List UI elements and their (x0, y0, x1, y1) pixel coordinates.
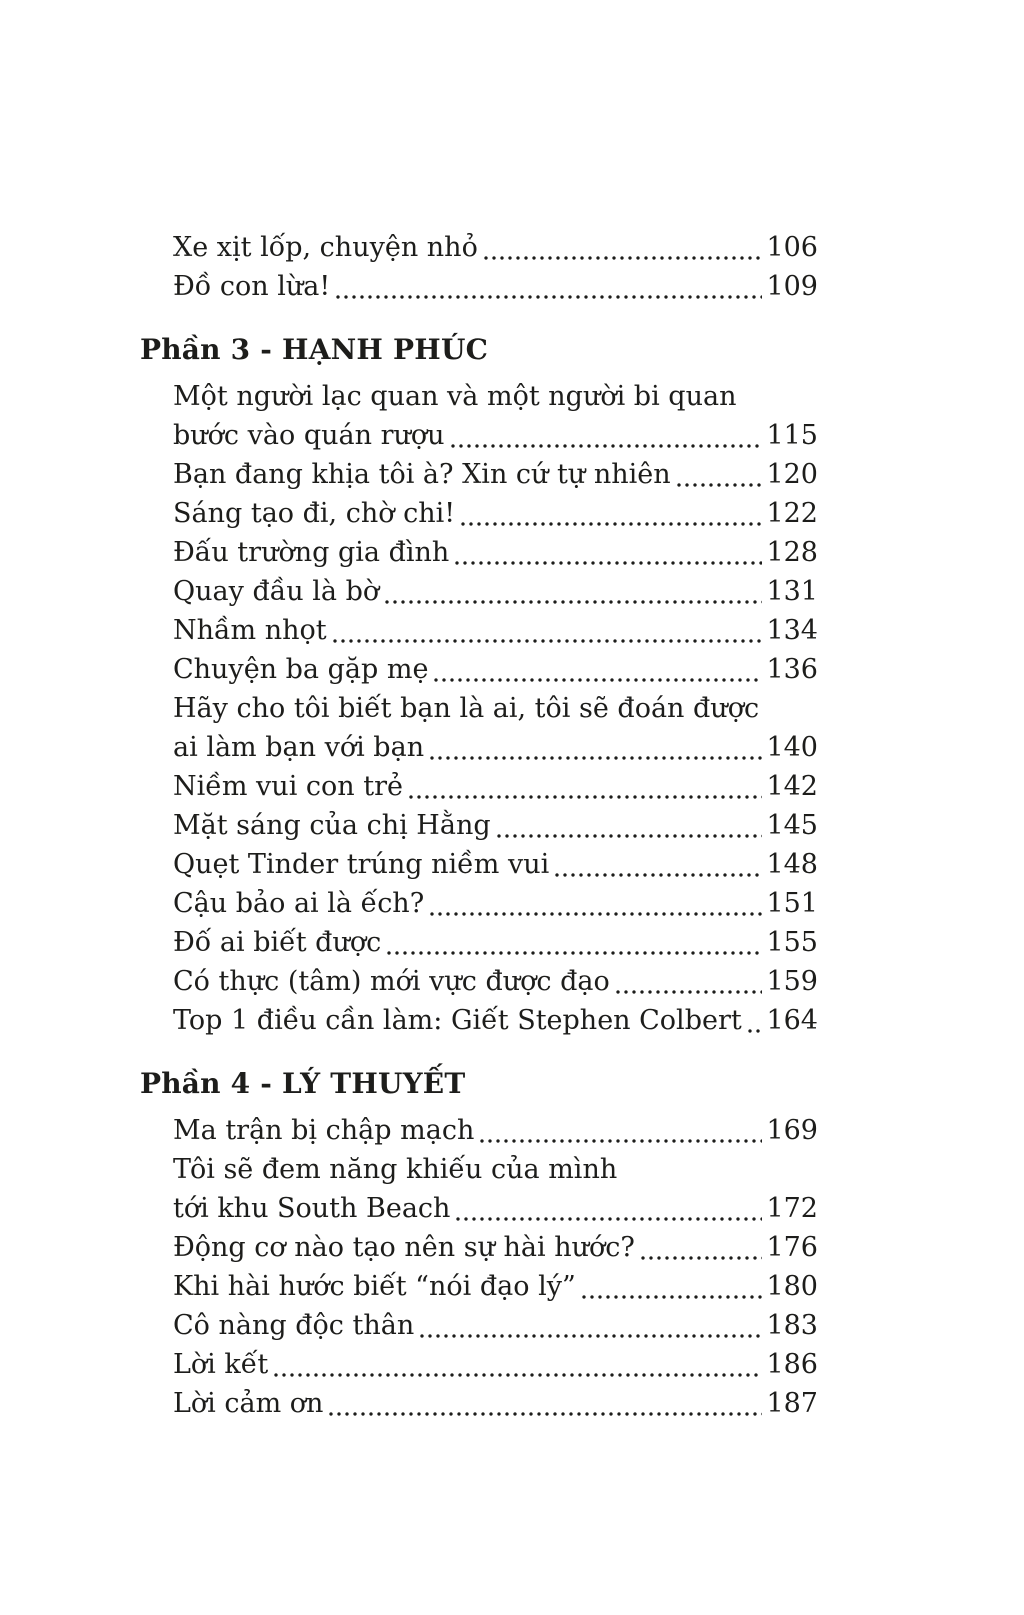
toc-page-number: 136 (766, 654, 818, 685)
dotted-leader (555, 873, 762, 877)
toc-entry-title: Động cơ nào tạo nên sự hài hước? (173, 1232, 635, 1263)
toc-page-number: 186 (766, 1349, 818, 1380)
toc-page-number: 128 (766, 537, 818, 568)
toc-entry-title: Cậu bảo ai là ếch? (173, 888, 425, 919)
toc-entry-title: Chuyện ba gặp mẹ (173, 654, 429, 685)
toc-entry (140, 572, 818, 611)
toc-entry (140, 923, 818, 962)
toc-page-number: 109 (766, 271, 818, 302)
toc-page-number: 155 (766, 927, 818, 958)
toc-entry-title: Xe xịt lốp, chuyện nhỏ (173, 232, 478, 263)
dotted-leader (387, 951, 762, 955)
toc-entry (140, 689, 818, 728)
toc-entry (140, 416, 818, 455)
dotted-leader (484, 256, 763, 260)
dotted-leader (409, 795, 762, 799)
toc-page-number: 176 (766, 1232, 818, 1263)
dotted-leader (333, 639, 763, 643)
toc-entry-title: Mặt sáng của chị Hằng (173, 810, 491, 841)
toc-entry-title: Top 1 điều cần làm: Giết Stephen Colbert (173, 1005, 742, 1036)
dotted-leader (420, 1334, 762, 1338)
toc-entry (140, 455, 818, 494)
toc-entry-title: Hãy cho tôi biết bạn là ai, tôi sẽ đoán được (173, 693, 760, 724)
toc-page-number: 172 (766, 1193, 818, 1224)
toc-entry-title: ai làm bạn với bạn (173, 732, 425, 763)
dotted-leader (456, 1217, 762, 1221)
toc-entry (140, 1150, 818, 1189)
toc-entry-title: Quay đầu là bờ (173, 576, 380, 607)
section-heading: Phần 3 - HẠNH PHÚC (140, 333, 489, 366)
toc-entry (140, 267, 818, 306)
toc-page-number: 134 (766, 615, 818, 646)
dotted-leader (455, 561, 762, 565)
toc-entry (140, 1384, 818, 1423)
dotted-leader (430, 756, 762, 760)
dotted-leader (430, 912, 762, 916)
toc-entry-title: Sáng tạo đi, chờ chi! (173, 498, 456, 529)
toc-entry (140, 611, 818, 650)
dotted-leader (451, 444, 763, 448)
toc-page-number: 169 (766, 1115, 818, 1146)
dotted-leader (385, 600, 762, 604)
toc-entry-title: Niềm vui con trẻ (173, 771, 404, 802)
dotted-leader (497, 834, 763, 838)
dotted-leader (461, 522, 762, 526)
toc-entry-title: Nhầm nhọt (173, 615, 327, 646)
toc-page-number: 180 (766, 1271, 818, 1302)
toc-entry (140, 650, 818, 689)
toc-entry (140, 1189, 818, 1228)
toc-entry (140, 962, 818, 1001)
toc-entry (140, 494, 818, 533)
toc-page-number: 120 (766, 459, 818, 490)
toc-entry-title: Đố ai biết được (173, 927, 382, 958)
toc-entry-title: Có thực (tâm) mới vực được đạo (173, 966, 610, 997)
toc-entry-title: Lời kết (173, 1349, 269, 1380)
dotted-leader (641, 1256, 763, 1260)
toc-entry (140, 767, 818, 806)
toc-entry (140, 845, 818, 884)
dotted-leader (336, 295, 762, 299)
dotted-leader (748, 1029, 763, 1033)
dotted-leader (582, 1295, 763, 1299)
toc-list (140, 228, 818, 1423)
toc-page-number: 187 (766, 1388, 818, 1419)
toc-entry (140, 728, 818, 767)
toc-entry-title: Tôi sẽ đem năng khiếu của mình (173, 1154, 618, 1185)
toc-entry (140, 1345, 818, 1384)
toc-entry-title: tới khu South Beach (173, 1193, 451, 1224)
toc-entry (140, 1111, 818, 1150)
dotted-leader (616, 990, 763, 994)
toc-entry-title: Quẹt Tinder trúng niềm vui (173, 849, 550, 880)
dotted-leader (329, 1412, 762, 1416)
toc-entry-title: Đấu trường gia đình (173, 537, 450, 568)
toc-entry-title: Lời cảm ơn (173, 1388, 324, 1419)
toc-entry-title: bước vào quán rượu (173, 420, 445, 451)
toc-entry (140, 377, 818, 416)
dotted-leader (434, 678, 762, 682)
toc-entry-title: Khi hài hước biết “nói đạo lý” (173, 1271, 576, 1302)
toc-page-number: 159 (766, 966, 818, 997)
dotted-leader (677, 483, 763, 487)
toc-entry-title: Ma trận bị chập mạch (173, 1115, 475, 1146)
toc-entry-title: Đồ con lừa! (173, 271, 331, 302)
toc-entry (140, 1001, 818, 1040)
toc-page-number: 151 (766, 888, 818, 919)
toc-page-number: 122 (766, 498, 818, 529)
toc-entry (140, 228, 818, 267)
toc-page-number: 183 (766, 1310, 818, 1341)
toc-page-number: 140 (766, 732, 818, 763)
dotted-leader (480, 1139, 762, 1143)
toc-entry (140, 884, 818, 923)
toc-entry (140, 1228, 818, 1267)
toc-page-number: 145 (766, 810, 818, 841)
toc-entry-title: Cô nàng độc thân (173, 1310, 415, 1341)
toc-entry (140, 806, 818, 845)
toc-entry (140, 533, 818, 572)
toc-entry-title: Một người lạc quan và một người bi quan (173, 381, 737, 412)
dotted-leader (274, 1373, 762, 1377)
toc-page-number: 106 (766, 232, 818, 263)
toc-entry (140, 1267, 818, 1306)
toc-entry-title: Bạn đang khịa tôi à? Xin cứ tự nhiên (173, 459, 671, 490)
toc-page-number: 142 (766, 771, 818, 802)
toc-page-number: 131 (766, 576, 818, 607)
toc-page-number: 148 (766, 849, 818, 880)
toc-page-number: 115 (766, 420, 818, 451)
section-heading: Phần 4 - LÝ THUYẾT (140, 1067, 466, 1100)
toc-page-number: 164 (766, 1005, 818, 1036)
toc-entry (140, 1306, 818, 1345)
